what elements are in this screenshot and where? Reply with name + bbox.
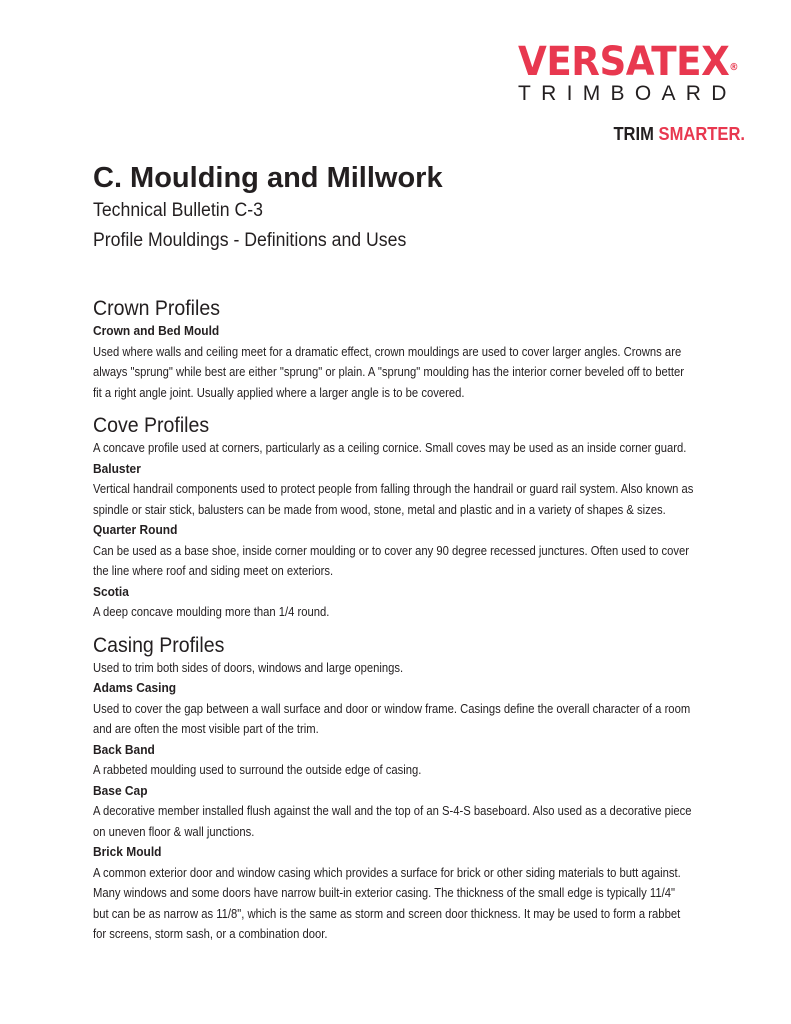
- definition-text: spindle or stair stick, balusters can be made from wood, stone, metal and plastic and in a variety of shapes & sizes.: [93, 502, 666, 517]
- definition-text: Can be used as a base shoe, inside corner moulding or to cover any 90 degree recessed junctures. Often used to cover: [93, 543, 689, 558]
- tagline-part2: SMARTER.: [658, 124, 745, 144]
- registered-mark: ®: [729, 62, 739, 73]
- section-heading: Cove Profiles: [93, 414, 210, 437]
- definition-text: fit a right angle joint. Usually applied where a larger angle is to be covered.: [93, 385, 465, 400]
- section-heading: Casing Profiles: [93, 633, 225, 657]
- definition-text: Used to trim both sides of doors, windows and large openings.: [93, 660, 404, 675]
- definition-text: but can be as narrow as 11/8", which is the same as storm and screen door thickness. It may be used to form a rabbet: [93, 906, 681, 921]
- term-heading: Scotia: [93, 583, 129, 599]
- section-heading: Crown Profiles: [93, 297, 220, 320]
- tagline-part1: TRIM: [613, 124, 654, 144]
- definition-text: A deep concave moulding more than 1/4 round.: [93, 605, 330, 619]
- definition-text: A concave profile used at corners, particularly as a ceiling cornice. Small coves may be used as an inside corner guard.: [93, 441, 687, 455]
- document-body: [93, 297, 743, 945]
- definition-text: for screens, storm sash, or a combination door.: [93, 927, 328, 941]
- definition-text: the line where roof and siding meet on exteriors.: [93, 564, 334, 578]
- definition-text: and are often the most visible part of the trim.: [93, 722, 319, 736]
- definition-text: Vertical handrail components used to protect people from falling through the handrail or guard rail system. Also known as: [93, 482, 694, 496]
- definition-text: A rabbeted moulding used to surround the outside edge of casing.: [93, 763, 422, 777]
- tagline: [613, 124, 745, 145]
- definition-text: Many windows and some doors have narrow built-in exterior casing. The thickness of the small edge is typically 11/4": [93, 886, 675, 900]
- term-heading: Base Cap: [93, 782, 148, 798]
- term-heading: Crown and Bed Mould: [93, 323, 220, 338]
- logo-brand: [518, 39, 739, 85]
- bulletin-subject: Profile Mouldings - Definitions and Uses: [93, 230, 407, 251]
- term-heading: Adams Casing: [93, 680, 177, 695]
- logo-sub: TRIMBOARD: [518, 82, 737, 105]
- bulletin-number: Technical Bulletin C-3: [93, 200, 263, 221]
- definition-text: A decorative member installed flush against the wall and the top of an S-4-S baseboard. Also used as a decorative piece: [93, 804, 692, 818]
- definition-text: always "sprung" while best are either "sprung" or plain. A "sprung" moulding has the interior corner beveled off to better: [93, 365, 684, 379]
- term-heading: Baluster: [93, 460, 141, 476]
- logo-brand-text: VERSATEX: [518, 39, 730, 85]
- definition-text: on uneven floor & wall junctions.: [93, 824, 255, 839]
- term-heading: Back Band: [93, 741, 155, 757]
- page-title: C. Moulding and Millwork: [93, 162, 443, 194]
- definition-text: Used to cover the gap between a wall surface and door or window frame. Casings define the overall character of a room: [93, 701, 691, 716]
- versatex-logo: [518, 40, 750, 105]
- definition-text: Used where walls and ceiling meet for a dramatic effect, crown mouldings are used to cover larger angles. Crowns are: [93, 344, 682, 359]
- term-heading: Quarter Round: [93, 522, 178, 537]
- definition-text: A common exterior door and window casing which provides a surface for brick or other siding materials to butt against.: [93, 865, 681, 880]
- term-heading: Brick Mould: [93, 844, 162, 859]
